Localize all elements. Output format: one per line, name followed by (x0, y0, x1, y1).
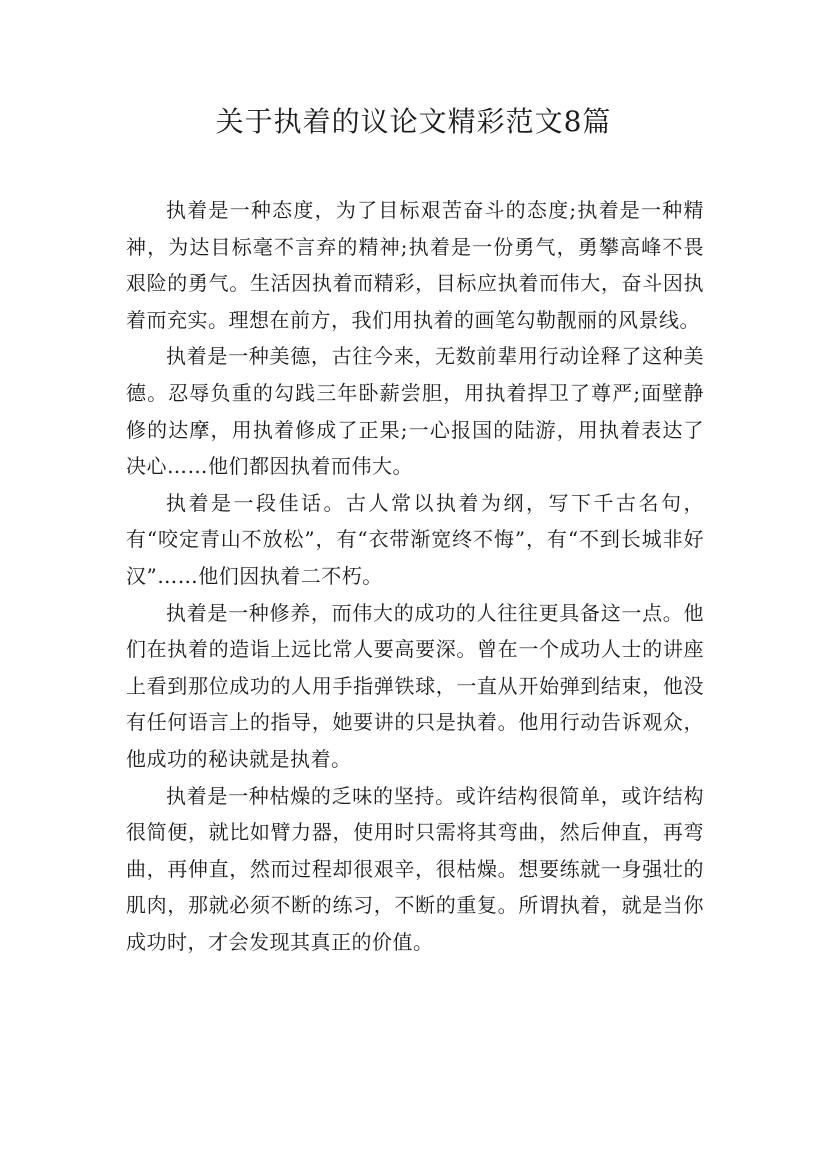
paragraph-3: 执着是一段佳话。古人常以执着为纲，写下千古名句，有“咬定青山不放松”，有“衣带渐宽终不悔”，有“不到长城非好汉”……他们因执着二不朽。 (126, 490, 704, 588)
paragraph-2: 执着是一种美德，古往今来，无数前辈用行动诠释了这种美德。忍辱负重的勾践三年卧薪尝胆，用执着捍卫了尊严;面壁静修的达摩，用执着修成了正果;一心报国的陆游，用执着表达了决心……他们都因执着而伟大。 (126, 344, 704, 479)
document-title: 关于执着的议论文精彩范文8篇 (215, 105, 612, 138)
paragraph-1: 执着是一种态度，为了目标艰苦奋斗的态度;执着是一种精神，为达目标毫不言弃的精神;执着是一份勇气，勇攀高峰不畏艰险的勇气。生活因执着而精彩，目标应执着而伟大，奋斗因执着而充实。理想在前方，我们用执着的画笔勾勒靓丽的风景线。 (126, 198, 704, 332)
document-body (126, 192, 704, 960)
paragraph-5: 执着是一种枯燥的乏味的坚持。或许结构很简单，或许结构很简便，就比如臂力器，使用时只需将其弯曲，然后伸直，再弯曲，再伸直，然而过程却很艰辛，很枯燥。想要练就一身强壮的肌肉，那就必须不断的练习，不断的重复。所谓执着，就是当你成功时，才会发现其真正的价值。 (126, 783, 704, 954)
paragraph-4: 执着是一种修养，而伟大的成功的人往往更具备这一点。他们在执着的造诣上远比常人要高要深。曾在一个成功人士的讲座上看到那位成功的人用手指弹铁球，一直从开始弹到结束，他没有任何语言上的指导，她要讲的只是执着。他用行动告诉观众，他成功的秘诀就是执着。 (126, 600, 704, 771)
